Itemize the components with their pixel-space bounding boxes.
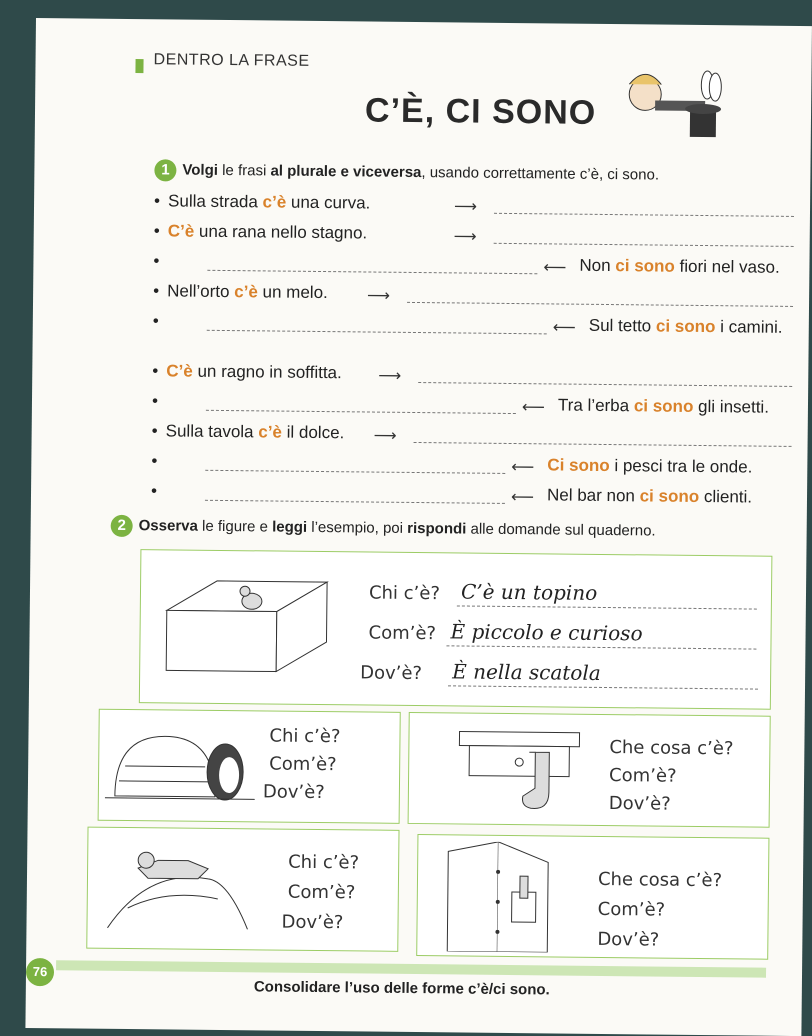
sentence-emphasis: c’è bbox=[234, 282, 258, 301]
bullet: • bbox=[153, 311, 159, 331]
bullet: • bbox=[152, 421, 158, 441]
question: Com’è? bbox=[598, 899, 666, 921]
sentence-text: Sulla tavola bbox=[166, 421, 259, 441]
question: Com’è? bbox=[269, 753, 337, 775]
arrow-right-icon: ⟶ bbox=[454, 196, 477, 216]
answer-line[interactable] bbox=[494, 213, 794, 217]
picture-box-shirt bbox=[416, 834, 769, 960]
question: Chi c’è? bbox=[288, 852, 359, 874]
handwritten-answer: È nella scatola bbox=[452, 659, 601, 685]
arrow-right-icon: ⟶ bbox=[374, 426, 397, 446]
answer-line bbox=[448, 685, 758, 689]
workbook-page bbox=[25, 18, 812, 1036]
exercise-2-instruction bbox=[111, 515, 791, 544]
bullet: • bbox=[153, 251, 159, 271]
header-accent bbox=[135, 59, 143, 73]
page-title: C’È, CI SONO bbox=[365, 91, 597, 132]
exercise-number: 1 bbox=[154, 159, 176, 181]
sentence-text: Tra l’erba bbox=[558, 395, 634, 415]
question: Dov’è? bbox=[281, 912, 343, 934]
exercise-1-rows bbox=[151, 191, 812, 518]
instruction-text: l’esempio, poi bbox=[307, 519, 407, 537]
bullet: • bbox=[151, 481, 157, 501]
question: Dov’è? bbox=[597, 929, 659, 951]
picture-box-sock bbox=[408, 712, 771, 828]
answer-line bbox=[446, 645, 756, 649]
question: Chi c’è? bbox=[369, 583, 440, 605]
answer-line[interactable] bbox=[205, 470, 505, 474]
footer-bar bbox=[56, 960, 766, 977]
sentence-emphasis: C’è bbox=[166, 361, 193, 380]
bullet: • bbox=[151, 451, 157, 471]
answer-line[interactable] bbox=[407, 302, 793, 307]
handwritten-answer: C’è un topino bbox=[461, 579, 597, 604]
sentence-row bbox=[151, 481, 811, 518]
answer-line[interactable] bbox=[207, 270, 537, 274]
answer-line[interactable] bbox=[494, 243, 794, 247]
question: Che cosa c’è? bbox=[598, 869, 722, 891]
sentence-text: un melo. bbox=[258, 282, 328, 302]
sentence-text: gli insetti. bbox=[693, 397, 769, 417]
answer-line[interactable] bbox=[414, 442, 792, 447]
sentence-text: Nell’orto bbox=[167, 281, 234, 301]
sock-drawer-icon bbox=[449, 721, 590, 814]
answer-line bbox=[457, 605, 757, 609]
picture-box-cat bbox=[86, 827, 399, 952]
instruction-verb: leggi bbox=[272, 519, 307, 536]
instruction-text: le frasi bbox=[218, 162, 271, 180]
sentence-text: un ragno in soffitta. bbox=[193, 362, 342, 383]
sentence-emphasis: ci sono bbox=[640, 486, 700, 506]
section-header: DENTRO LA FRASE bbox=[153, 51, 309, 71]
shirt-pocket-icon bbox=[437, 841, 578, 952]
arrow-right-icon: ⟶ bbox=[367, 285, 390, 305]
picture-box-penguin bbox=[98, 709, 401, 824]
penguin-igloo-icon bbox=[105, 716, 256, 808]
arrow-left-icon: ⟵ bbox=[522, 397, 545, 417]
sentence-text: il dolce. bbox=[282, 423, 345, 443]
sentence-emphasis: C’è bbox=[168, 221, 195, 240]
sentence-emphasis: c’è bbox=[258, 422, 282, 441]
sentence-text: i camini. bbox=[715, 317, 782, 337]
bullet: • bbox=[152, 391, 158, 411]
sentence-text: i pesci tra le onde. bbox=[610, 456, 753, 476]
sentence-text: una rana nello stagno. bbox=[194, 222, 367, 243]
sentence-text: Nel bar non bbox=[547, 485, 640, 505]
question: Dov’è? bbox=[360, 662, 422, 684]
sentence-text: una curva. bbox=[286, 193, 370, 213]
sentence-text: Sul tetto bbox=[589, 316, 656, 336]
sentence-text: fiori nel vaso. bbox=[675, 257, 780, 277]
bullet: • bbox=[153, 281, 159, 301]
bullet: • bbox=[154, 221, 160, 241]
sentence-emphasis: ci sono bbox=[615, 256, 675, 276]
sentence-emphasis: Ci sono bbox=[547, 455, 610, 475]
sentence-emphasis: ci sono bbox=[656, 317, 716, 337]
footer-text: Consolidare l’uso delle forme c’è/ci sono. bbox=[254, 978, 550, 998]
cat-on-roof-icon bbox=[97, 838, 268, 940]
exercise-1-instruction bbox=[154, 159, 794, 188]
instruction-text: le figure e bbox=[198, 518, 272, 536]
instruction-verb: Osserva bbox=[139, 517, 198, 535]
question: Com’è? bbox=[368, 623, 436, 645]
question: Chi c’è? bbox=[269, 725, 340, 747]
sentence-emphasis: ci sono bbox=[634, 396, 694, 416]
arrow-right-icon: ⟶ bbox=[454, 226, 477, 246]
instruction-verb: Volgi bbox=[182, 162, 218, 179]
sentence-row bbox=[153, 311, 812, 348]
answer-line[interactable] bbox=[206, 410, 516, 414]
bullet: • bbox=[152, 361, 158, 381]
sentence-emphasis: c’è bbox=[262, 192, 286, 211]
exercise-number: 2 bbox=[111, 515, 133, 537]
arrow-left-icon: ⟵ bbox=[511, 487, 534, 507]
question: Com’è? bbox=[288, 882, 356, 904]
instruction-text: , usando correttamente c’è, ci sono. bbox=[421, 164, 659, 183]
answer-line[interactable] bbox=[207, 330, 547, 335]
instruction-text: alle domande sul quaderno. bbox=[466, 521, 655, 540]
sentence-text: Non bbox=[579, 256, 615, 275]
example-box bbox=[139, 549, 773, 710]
answer-line[interactable] bbox=[205, 500, 505, 504]
question: Dov’è? bbox=[609, 793, 671, 815]
arrow-left-icon: ⟵ bbox=[543, 257, 566, 277]
question: Com’è? bbox=[609, 765, 677, 787]
mouse-in-box-icon bbox=[156, 570, 337, 682]
magician-mascot-icon bbox=[615, 64, 736, 145]
handwritten-answer: È piccolo e curioso bbox=[450, 619, 642, 645]
sentence-text: Sulla strada bbox=[168, 191, 263, 211]
bullet: • bbox=[154, 191, 160, 211]
question: Che cosa c’è? bbox=[609, 737, 733, 759]
instruction-verb: rispondi bbox=[407, 520, 466, 538]
page-number: 76 bbox=[26, 958, 54, 986]
arrow-left-icon: ⟵ bbox=[553, 317, 576, 337]
sentence-text: clienti. bbox=[699, 487, 752, 507]
arrow-left-icon: ⟵ bbox=[511, 457, 534, 477]
instruction-bold: al plurale e viceversa bbox=[270, 162, 421, 181]
answer-line[interactable] bbox=[418, 382, 792, 387]
arrow-right-icon: ⟶ bbox=[378, 366, 401, 386]
question: Dov’è? bbox=[263, 781, 325, 803]
